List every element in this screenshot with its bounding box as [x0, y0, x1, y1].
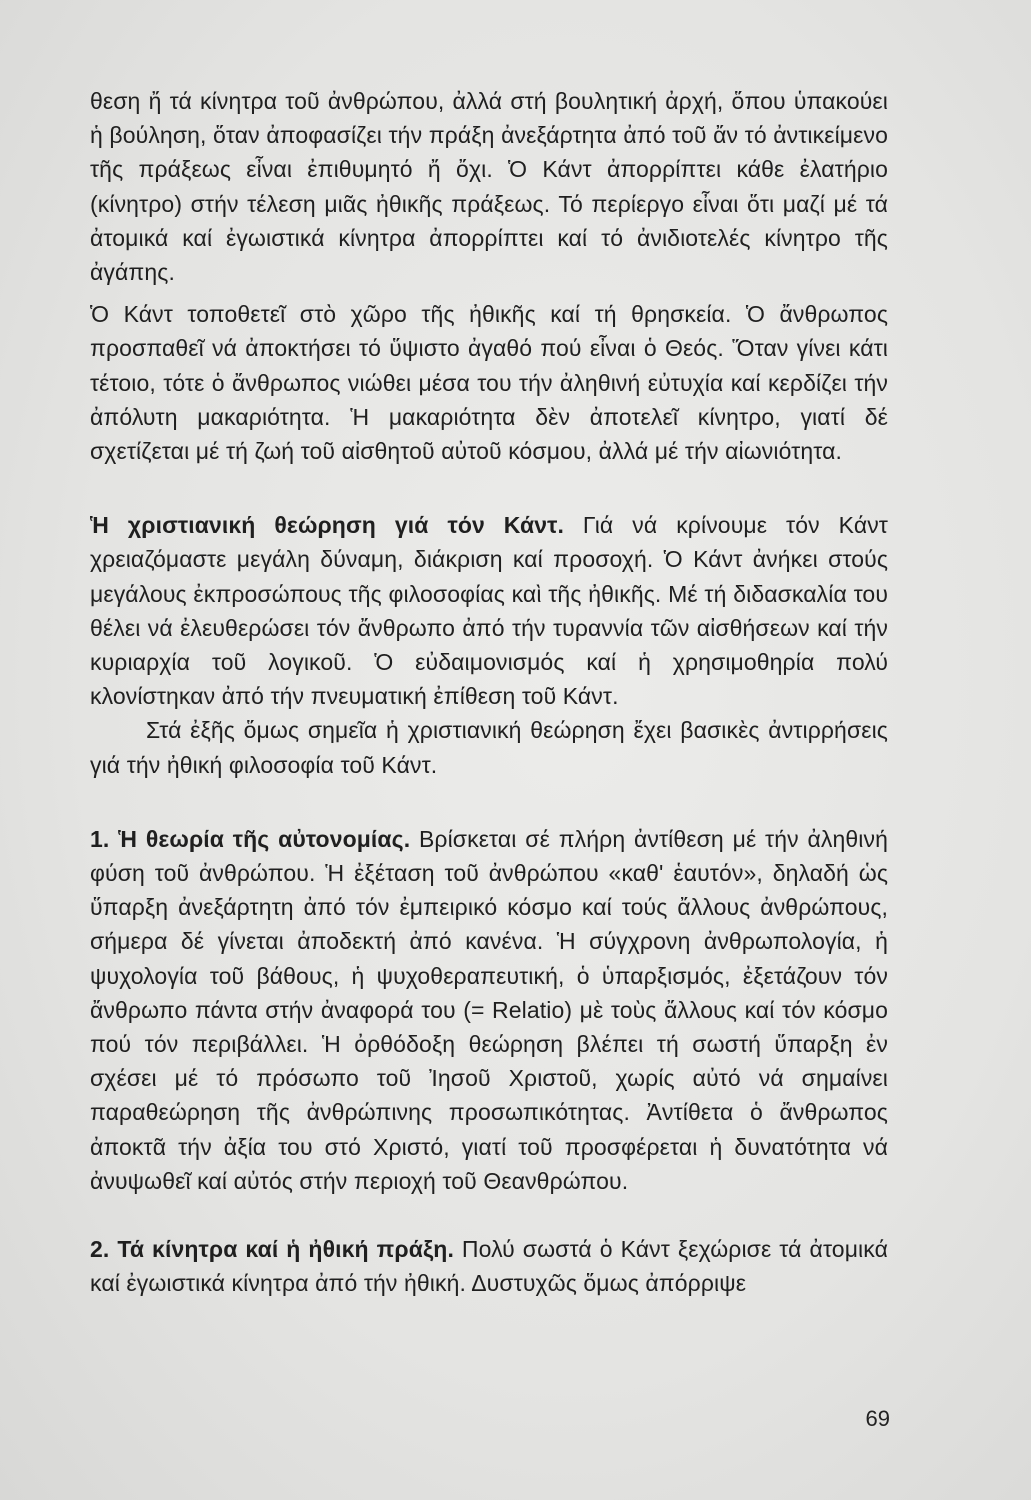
- paragraph-autonomy-text: Βρίσκεται σέ πλήρη ἀντίθεση μέ τήν ἀληθινή φύση τοῦ ἀνθρώπου. Ἡ ἐξέταση τοῦ ἀνθρώπου «καθ' ἑαυτόν», δηλαδή ὡς ὕπαρξη ἀνεξάρτητη ἀπό τόν ἐμπειρικό κόσμο καί τούς ἄλλους ἀνθρώπους, σήμερα δέ γίνεται ἀποδεκτή ἀπό κανένα. Ἡ σύγχρονη ἀνθρωπολογία, ἡ ψυχολογία τοῦ βάθους, ἡ ψυχοθεραπευτική, ὁ ὑπαρξισμός, ἐξετάζουν τόν ἄνθρωπο πάντα στήν ἀναφορά του (= Relatio) μὲ τοὺς ἄλλους καί τόν κόσμο πού τόν περιβάλλει. Ἡ ὀρθόδοξη θεώρηση βλέπει τή σωστή ὕπαρξη ἐν σχέσει μέ τό πρόσωπο τοῦ Ἰησοῦ Χριστοῦ, χωρίς αὐτό νά σημαίνει παραθεώρηση τῆς ἀνθρώπινης προσωπικότητας. Ἀντίθετα ὁ ἄνθρωπος ἀποκτᾶ τήν ἀξία του στό Χριστό, γιατί τοῦ προσφέρεται ἡ δυνατότητα νά ἀνυψωθεῖ καί αὐτός στήν περιοχή τοῦ Θεανθρώπου.: [90, 825, 888, 1194]
- heading-christian-view: Ἡ χριστιανική θεώρηση γιά τόν Κάντ.: [90, 512, 564, 539]
- paragraph-kant-religion-text: Ὁ Κάντ τοποθετεῖ στὸ χῶρο τῆς ἠθικῆς καί τή θρησκεία. Ὁ ἄνθρωπος προσπαθεῖ νά ἀποκτήσει τό ὕψιστο ἀγαθό πού εἶναι ὁ Θεός. Ὅταν γίνει κάτι τέτοιο, τότε ὁ ἄνθρωπος νιώθει μέσα του τήν ἀληθινή εὐτυχία καί κερδίζει τήν ἀπόλυτη μακαριότητα. Ἡ μακαριότητα δὲν ἀποτελεῖ κίνητρο, γιατί δέ σχετίζεται μέ τή ζωή τοῦ αἰσθητοῦ αὐτοῦ κόσμου, ἀλλά μέ τήν αἰωνιότητα.: [90, 301, 888, 465]
- paragraph-motives-ethics: [90, 1232, 888, 1300]
- paragraph-objections: [90, 713, 888, 781]
- paragraph-objections-text: Στά ἐξῆς ὅμως σημεῖα ἡ χριστιανική θεώρηση ἔχει βασικὲς ἀντιρρήσεις γιά τήν ἠθική φιλοσοφία τοῦ Κάντ.: [90, 717, 888, 778]
- text-body: [90, 84, 888, 1301]
- section-gap: [90, 1198, 888, 1232]
- heading-autonomy: 1. Ἡ θεωρία τῆς αὐτονομίας.: [90, 825, 411, 852]
- paragraph-gap: [90, 289, 888, 297]
- page-number: 69: [865, 1406, 890, 1431]
- section-gap: [90, 782, 888, 822]
- paragraph-christian-view-text: Γιά νά κρίνουμε τόν Κάντ χρειαζόμαστε μεγάλη δύναμη, διάκριση καί προσοχή. Ὁ Κάντ ἀνήκει στούς μεγάλους ἐκπροσώπους τῆς φιλοσοφίας καὶ τῆς ἠθικῆς. Μέ τή διδασκαλία του θέλει νά ἐλευθερώσει τόν ἄνθρωπο ἀπό τήν τυραννία τῶν αἰσθήσεων καί τήν κυριαρχία τοῦ λογικοῦ. Ὁ εὐδαιμονισμός καί ἡ χρησιμοθηρία πολύ κλονίστηκαν ἀπό τήν πνευματική ἐπίθεση τοῦ Κάντ.: [90, 512, 888, 710]
- paragraph-kant-religion: [90, 297, 888, 468]
- paragraph-christian-view: [90, 508, 888, 713]
- paragraph-autonomy: [90, 822, 888, 1198]
- paragraph-kant-motives: θεση ἤ τά κίνητρα τοῦ ἀνθρώπου, ἀλλά στή βουλητική ἀρχή, ὅπου ὑπακούει ἡ βούληση, ὅταν ἀποφασίζει τήν πράξη ἀνεξάρτητα ἀπό τοῦ ἄν τό ἀντικείμενο τῆς πράξεως εἶναι ἐπιθυμητό ἤ ὄχι. Ὁ Κάντ ἀπορρίπτει κάθε ἐλατήριο (κίνητρο) στήν τέλεση μιᾶς ἠθικῆς πράξεως. Τό περίεργο εἶναι ὅτι μαζί μέ τά ἀτομικά καί ἐγωιστικά κίνητρα ἀπορρίπτει καί τό ἀνιδιοτελές κίνητρο τῆς ἀγάπης.: [90, 88, 888, 286]
- paragraph-motives-ethics-text: Πολύ σωστά ὁ Κάντ ξεχώρισε τά ἀτομικά καί ἐγωιστικά κίνητρα ἀπό τήν ἠθική. Δυστυχῶς ὅμως ἀπόρριψε: [90, 1236, 888, 1297]
- heading-motives-ethics: 2. Τά κίνητρα καί ἡ ἠθική πράξη.: [90, 1236, 454, 1263]
- section-gap: [90, 468, 888, 508]
